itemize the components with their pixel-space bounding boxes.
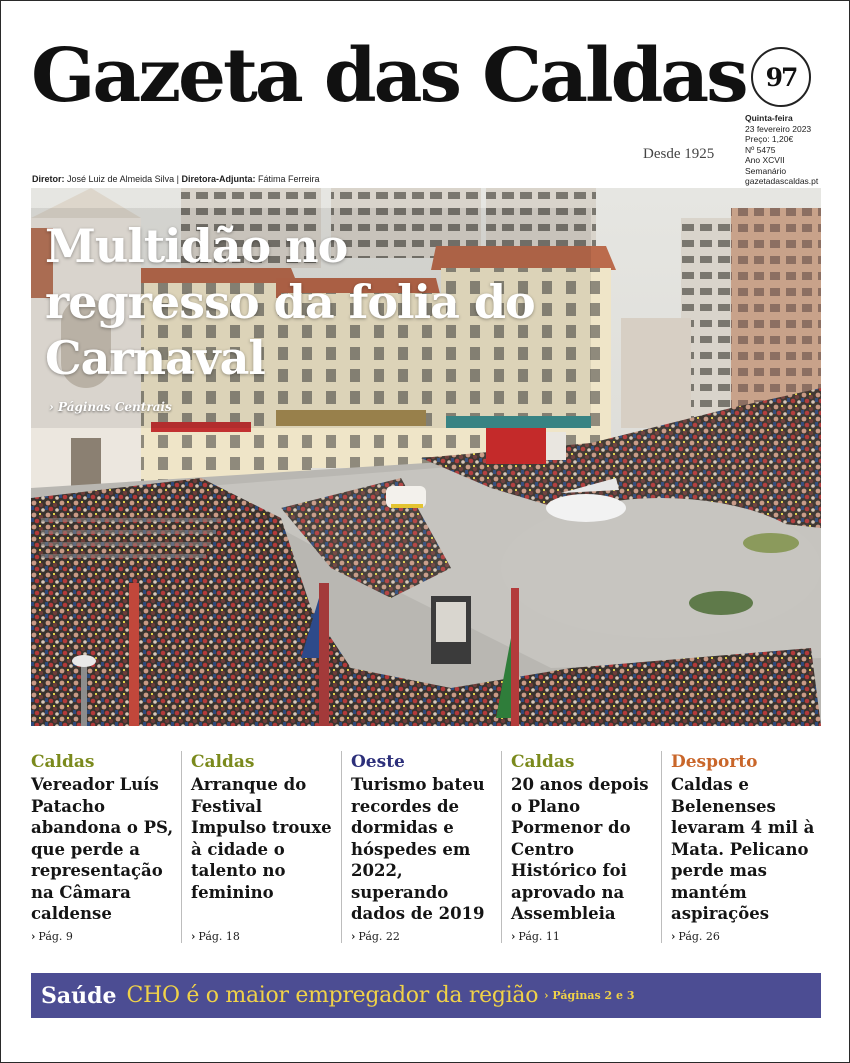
bottom-teaser-bar[interactable] [31,973,821,1018]
story-page: Pág. 22 [358,930,400,943]
issue-day: Quinta-feira [745,113,793,123]
director-name: José Luiz de Almeida Silva [67,174,175,184]
masthead-since: Desde 1925 [643,146,715,162]
issue-frequency: Semanário [745,165,787,176]
story-page: Pág. 11 [518,930,560,943]
story-headline[interactable]: Caldas e Belenenses levaram 4 mil à Mata. Pelicano perde mas mantém aspirações [671,775,815,923]
issue-number: Nº 5475 [745,144,776,155]
deputy-name: Fátima Ferreira [257,174,320,184]
bar-section: Saúde [41,982,117,1009]
story-headline[interactable]: Vereador Luís Patacho abandona o PS, que perde a representação na Câmara caldense [31,775,174,923]
story-card[interactable] [351,751,502,943]
chevron-right-icon: › [31,930,36,943]
hero-photo[interactable] [31,188,821,726]
chevron-right-icon: › [544,989,549,1002]
chevron-right-icon: › [191,930,196,943]
story-page: Pág. 18 [198,930,240,943]
bar-ref-label: Páginas 2 e 3 [552,989,635,1002]
chevron-right-icon: › [49,400,54,414]
issue-info [745,113,818,187]
story-page-ref[interactable] [671,930,720,943]
story-section: Caldas [31,752,95,772]
staff-separator: | [176,174,179,184]
chevron-right-icon: › [351,930,356,943]
story-page-ref[interactable] [191,930,240,943]
masthead-title: Gazeta das Caldas [31,33,746,119]
bar-page-reference[interactable] [544,989,634,1002]
story-card[interactable] [671,751,821,943]
issue-date: 23 fevereiro 2023 [745,123,812,134]
story-page: Pág. 9 [38,930,73,943]
story-headline[interactable]: Turismo bateu recordes de dormidas e hóspedes em 2022, superando dados de 2019 [351,775,485,923]
story-section: Caldas [511,752,575,772]
story-card[interactable] [191,751,342,943]
hero-ref-label: Páginas Centrais [58,400,172,414]
chevron-right-icon: › [511,930,516,943]
issue-website[interactable]: gazetadascaldas.pt [745,176,819,186]
story-section: Oeste [351,752,405,772]
anniversary-logo: 97 [751,47,811,107]
story-card[interactable] [511,751,662,943]
chevron-right-icon: › [671,930,676,943]
stories-row [31,751,823,946]
story-headline[interactable]: 20 anos depois o Plano Pormenor do Centro Histórico foi aprovado na Assembleia [511,775,649,923]
story-section: Caldas [191,752,255,772]
story-page-ref[interactable] [511,930,560,943]
story-page: Pág. 26 [678,930,720,943]
story-page-ref[interactable] [31,930,73,943]
story-section: Desporto [671,752,758,772]
director-label: Diretor: [32,174,65,184]
issue-year: Ano XCVII [745,155,785,165]
story-card[interactable] [31,751,182,943]
hero-headline[interactable]: Multidão no regresso da folia do Carnaval [45,219,535,385]
story-page-ref[interactable] [351,930,400,943]
story-headline[interactable]: Arranque do Festival Impulso trouxe à cidade o talento no feminino [191,775,332,902]
deputy-label: Diretora-Adjunta: [181,174,256,184]
hero-page-reference[interactable] [49,400,172,414]
bar-headline[interactable]: CHO é o maior empregador da região [126,983,539,1008]
staff-line [32,174,320,184]
issue-price: Preço: 1,20€ [745,134,794,144]
